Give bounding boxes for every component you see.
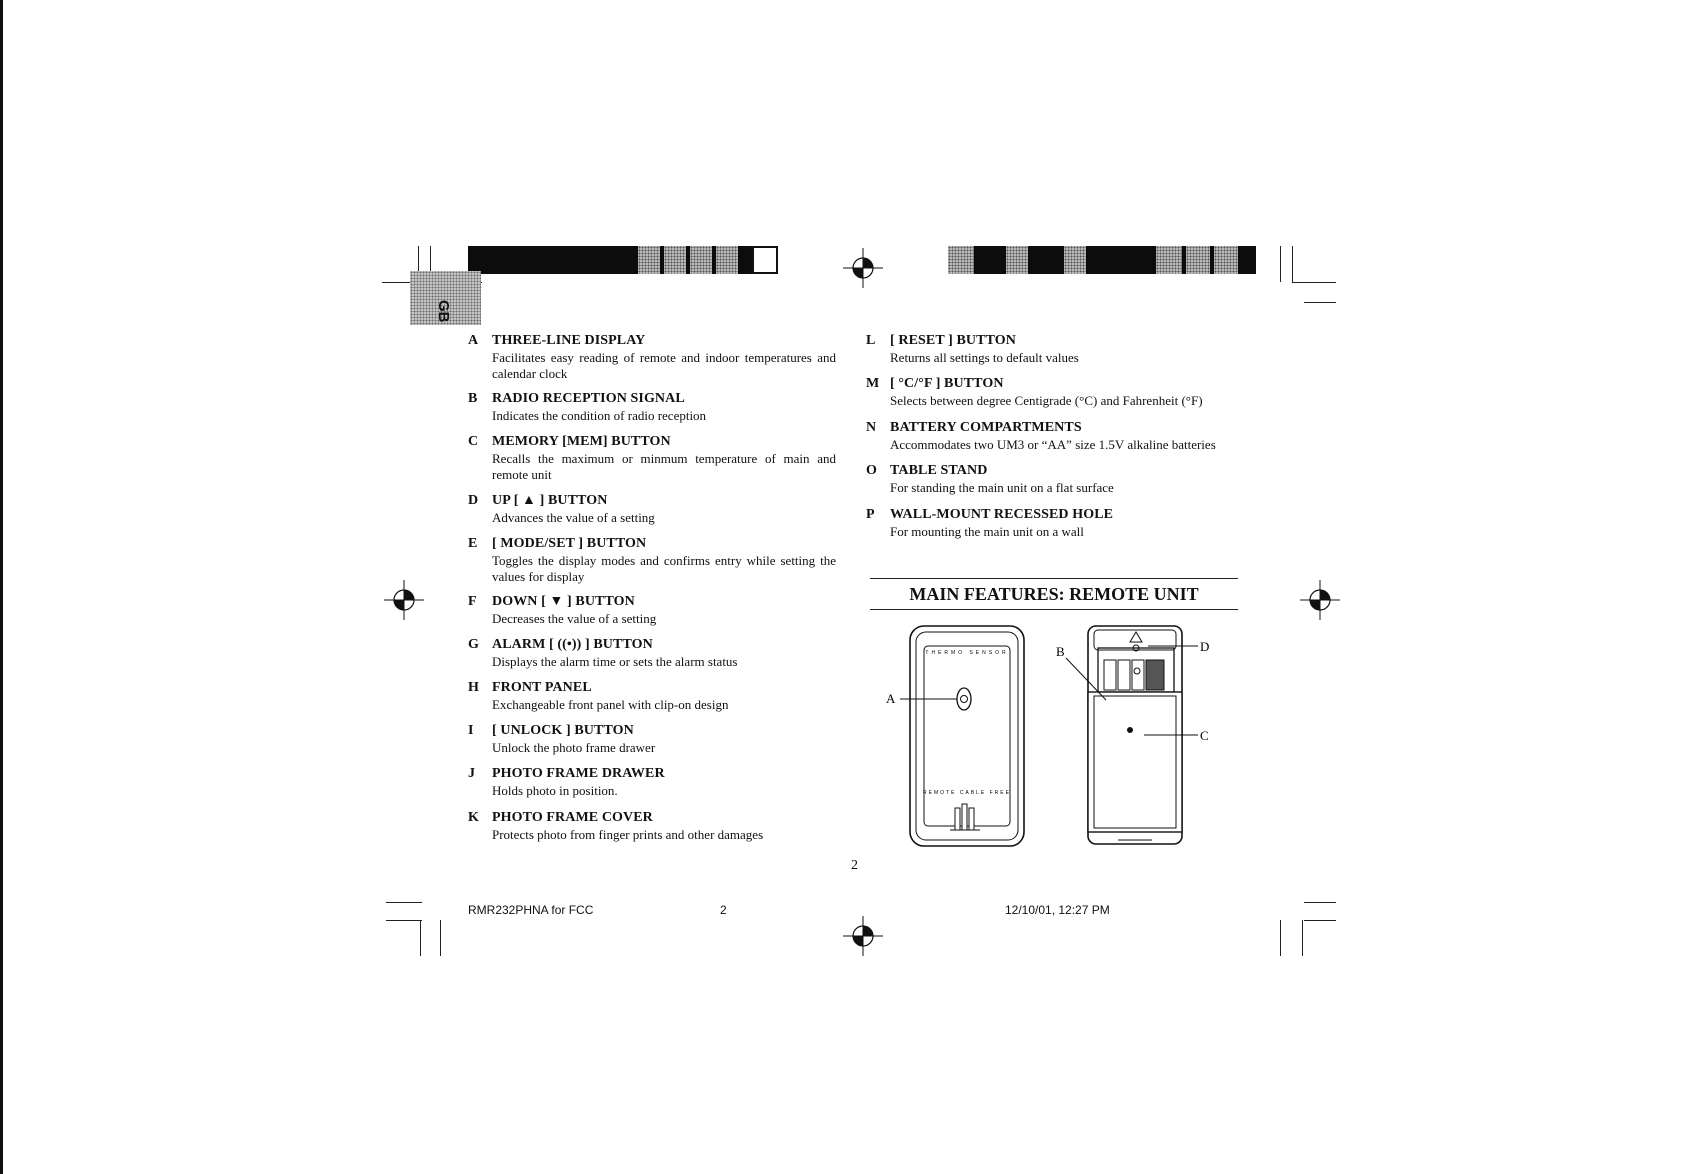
part-letter: A [468,333,479,348]
part-description: For mounting the main unit on a wall [890,524,1084,539]
part-letter: K [468,810,479,825]
crop-mark [1304,302,1336,303]
part-title: [ MODE/SET ] BUTTON [492,536,647,551]
part-letter: P [866,507,875,522]
crop-mark [1292,246,1293,282]
part-description: For standing the main unit on a flat surface [890,480,1114,495]
remote-front-view [886,626,1024,846]
part-letter: C [468,434,479,449]
crop-mark [1302,920,1303,956]
part-title: PHOTO FRAME DRAWER [492,766,665,781]
part-letter: I [468,723,474,738]
footer-doc-name: RMR232PHNA for FCC [468,903,594,917]
part-description: Displays the alarm time or sets the alarm status [492,654,738,669]
part-title: ALARM [ ((•)) ] BUTTON [492,637,653,652]
part-letter: O [866,463,877,478]
part-description: Facilitates easy reading of remote and indoor temperatures and calendar clock [492,350,836,381]
part-letter: L [866,333,876,348]
part-description: Advances the value of a setting [492,510,655,525]
part-letter: B [468,391,478,406]
part-description: Selects between degree Centigrade (°C) and Fahrenheit (°F) [890,393,1203,408]
section-rule-top [870,578,1238,579]
part-letter: E [468,536,478,551]
part-letter: J [468,766,475,781]
crop-mark [420,920,421,956]
section-heading: MAIN FEATURES: REMOTE UNIT [909,584,1199,604]
part-description: Unlock the photo frame drawer [492,740,656,755]
part-title: RADIO RECEPTION SIGNAL [492,391,685,406]
part-letter: G [468,637,479,652]
part-description: Indicates the condition of radio reception [492,408,707,423]
front-top-label: THERMO SENSOR [925,650,1009,656]
crop-mark [1280,920,1281,956]
part-description: Accommodates two UM3 or “AA” size 1.5V alkaline batteries [890,437,1216,452]
crop-mark [1304,920,1336,921]
part-title: PHOTO FRAME COVER [492,810,653,825]
footer-page: 2 [720,903,727,917]
part-letter: N [866,420,877,435]
crop-mark [1292,282,1336,283]
page-edge-line [0,0,3,1174]
part-description: Returns all settings to default values [890,350,1079,365]
page-number: 2 [851,858,858,873]
part-title: DOWN [ ▼ ] BUTTON [492,594,635,609]
registration-mark-icon [1300,580,1340,620]
part-title: TABLE STAND [890,463,988,478]
callout-c: C [1200,728,1209,743]
part-title: UP [ ▲ ] BUTTON [492,493,608,508]
section-rule-bottom [870,609,1238,610]
part-title: BATTERY COMPARTMENTS [890,420,1082,435]
registration-mark-icon [843,916,883,956]
remote-back-view [1056,626,1209,844]
front-bottom-label: REMOTE CABLE FREE [923,790,1011,796]
part-title: [ RESET ] BUTTON [890,333,1016,348]
part-title: WALL-MOUNT RECESSED HOLE [890,507,1114,522]
remote-unit-diagram [880,622,1220,857]
crop-mark [386,902,422,903]
part-title: [ UNLOCK ] BUTTON [492,723,634,738]
part-description: Exchangeable front panel with clip-on design [492,697,729,712]
part-description: Decreases the value of a setting [492,611,657,626]
part-letter: D [468,493,479,508]
part-description: Protects photo from finger prints and other damages [492,827,764,842]
part-title: MEMORY [MEM] BUTTON [492,434,671,449]
part-title: FRONT PANEL [492,680,592,695]
footer-timestamp: 12/10/01, 12:27 PM [1005,903,1110,917]
part-description: Recalls the maximum or minmum temperature of main and remote unit [492,451,836,482]
crop-mark [1304,902,1336,903]
part-title: [ °C/°F ] BUTTON [890,376,1004,391]
registration-mark-icon [384,580,424,620]
callout-d: D [1200,639,1210,654]
part-description: Toggles the display modes and confirms entry while setting the values for display [492,553,836,584]
header-bar-right [948,246,1256,274]
part-description: Holds photo in position. [492,783,618,798]
callout-a: A [886,691,896,706]
crop-mark [440,920,441,956]
callout-b: B [1056,644,1065,659]
crop-mark [386,920,422,921]
part-title: THREE-LINE DISPLAY [492,333,646,348]
part-letter: F [468,594,477,609]
part-letter: M [866,376,880,391]
language-tab-label: GB [435,300,452,323]
registration-mark-icon [843,248,883,288]
header-bar-left [468,246,778,274]
crop-mark [1280,246,1281,282]
part-letter: H [468,680,479,695]
